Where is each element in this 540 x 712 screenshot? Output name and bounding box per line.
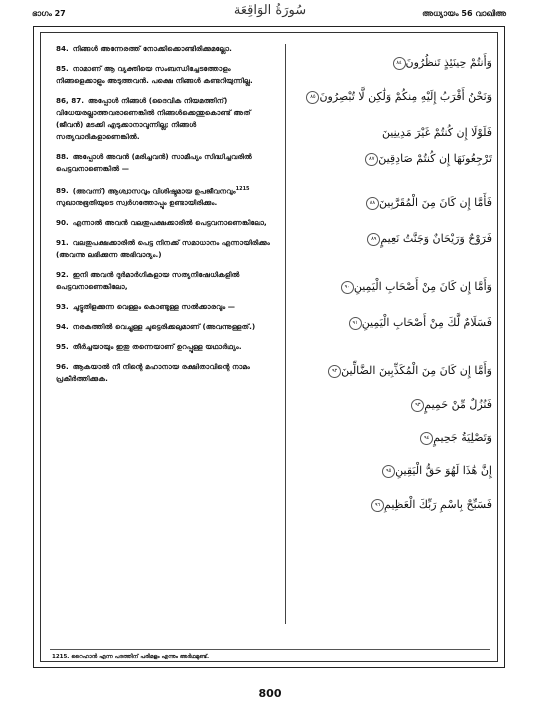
translation-column xyxy=(56,43,272,393)
arabic-verse: فَرَوْحٌ وَرَيْحَانٌ وَجَنَّتُ نَعِيمٍ٨٩ xyxy=(363,232,492,246)
verse-marker: ٩٤ xyxy=(420,432,433,445)
footnote-rule xyxy=(50,649,490,650)
verse-translation: 95. തീർച്ചയായും ഇതു തന്നെയാണ് ഉറപ്പുള്ള യഥാർഥ്യം. xyxy=(56,342,242,352)
arabic-verse: فَسَلَامٌ لَّكَ مِنْ أَصْحَابِ الْيَمِينِ٩١ xyxy=(345,316,492,330)
verse-translation: 84. നിങ്ങൾ അന്നേരത്ത് നോക്കിക്കൊണ്ടിരിക്കുമല്ലോ. xyxy=(56,44,232,53)
verse-marker: ٨٩ xyxy=(367,233,380,246)
arabic-verse: وَأَمَّا إِن كَانَ مِنْ أَصْحَابِ الْيَمِينِ٩٠ xyxy=(337,280,492,294)
chapter-label: അധ്യായം 56 വാഖിഅ xyxy=(422,9,506,18)
surah-title: سُورَةُ الوَاقِعَة xyxy=(233,3,307,18)
column-divider xyxy=(285,44,286,624)
verse-marker: ٨٥ xyxy=(306,91,319,104)
verse-marker: ٩٥ xyxy=(382,465,395,478)
verse-marker: ٩١ xyxy=(349,317,362,330)
arabic-verse: وَأَمَّا إِن كَانَ مِنَ الْمُكَذِّبِينَ الضَّالِّينَ٩٢ xyxy=(324,364,492,378)
arabic-verse: وَأَنتُمْ حِينَئِذٍ تَنظُرُونَ٨٤ xyxy=(389,56,492,70)
verse-translation: 92. ഇനി അവൻ ദുർമാർഗികളായ സത്യനിഷേധികളിൽ പെട്ടവനാണെങ്കിലോ, xyxy=(56,270,240,292)
footnote-ref: 1215 xyxy=(235,186,250,192)
arabic-verse: فَأَمَّا إِن كَانَ مِنَ الْمُقَرَّبِينَ٨٨ xyxy=(362,196,492,210)
arabic-verse: تَرْجِعُونَهَا إِن كُنتُمْ صَادِقِينَ٨٧ xyxy=(361,152,492,166)
verse-marker: ٩٠ xyxy=(341,281,354,294)
footnote: 1215. റൈഹാൻ എന്ന പദത്തിന് പരിമളം എന്നും അർഥമുണ്ട്. xyxy=(52,654,210,660)
verse-marker: ٨٧ xyxy=(365,153,378,166)
page-number: 800 xyxy=(258,687,282,700)
verse-translation: 96. ആകയാൽ നീ നിന്റെ മഹാനായ രക്ഷിതാവിന്റെ നാമം പ്രകീർത്തിക്കുക. xyxy=(56,362,250,384)
page-header xyxy=(0,0,540,26)
part-label: ഭാഗം 27 xyxy=(32,9,66,18)
verse-translation: 93. ചുട്ടുതിളക്കുന്ന വെള്ളം കൊണ്ടുള്ള സൽക്കാരവും — xyxy=(56,302,235,312)
verse-translation: 89. (അവന്ന്) ആശ്വാസവും വിശിഷ്ടമായ ഉപജീവനവും$^{1215}$ സുഖാനുഭൂതിയുടെ സ്വർഗത്തോപ്പും ഉണ്ടായിരിക്കും. xyxy=(56,186,250,208)
arabic-verse: فَسَبِّحْ بِاسْمِ رَبِّكَ الْعَظِيمِ٩٦ xyxy=(367,498,492,512)
verse-marker: ٩٦ xyxy=(371,499,384,512)
verse-translation: 85. നാമാണ് ആ വ്യക്തിയെ സംബന്ധിച്ചേടത്തോളം നിങ്ങളെക്കാളും അടുത്തവൻ. പക്ഷെ നിങ്ങൾ കണ്ടറിയുന്നില്ല. xyxy=(56,64,253,85)
arabic-verse: وَتَصْلِيَةُ جَحِيمٍ٩٤ xyxy=(416,431,492,445)
verse-translation: 90. എന്നാൽ അവൻ വലതുപക്ഷക്കാരിൽ പെട്ടവനാണെങ്കിലോ, xyxy=(56,218,267,228)
arabic-verse: فَلَوْلَا إِن كُنتُمْ غَيْرَ مَدِينِينَ xyxy=(381,126,492,139)
verse-translation: 94. നരകത്തിൽ വെച്ചുള്ള ചുട്ടെരിക്കലുമാണ് (അവന്നുള്ളത്.) xyxy=(56,322,256,332)
verse-marker: ٨٨ xyxy=(366,197,379,210)
verse-marker: ٨٤ xyxy=(393,57,406,70)
arabic-verse: وَنَحْنُ أَقْرَبُ إِلَيْهِ مِنكُمْ وَلَٰكِن لَّا تُبْصِرُونَ٨٥ xyxy=(302,90,492,104)
arabic-verse: فَنُزُلٌ مِّنْ حَمِيمٍ٩٣ xyxy=(407,398,492,412)
verse-translation: 86, 87. അപ്പോൾ നിങ്ങൾ (ദൈവിക നിയമത്തിന്) വിധേയരല്ലാത്തവരാണെങ്കിൽ നിങ്ങൾക്കെന്തുകൊണ്ട് അത് (ജീവൻ) മടക്കി എടുക്കാനാവുന്നില്ല; നിങ്ങൾ സത്യവാദികളാണെങ്കിൽ. xyxy=(56,96,251,141)
verse-marker: ٩٢ xyxy=(328,365,341,378)
verse-translation: 91. വലതുപക്ഷക്കാരിൽ പെട്ട നിനക്ക് സമാധാനം എന്നായിരിക്കും (അവന്നു ലഭിക്കുന്ന അഭിവാദ്യം.) xyxy=(56,238,270,260)
verse-marker: ٩٣ xyxy=(411,399,424,412)
verse-translation: 88. അപ്പോൾ അവൻ (മരിച്ചവൻ) സാമീപ്യം സിദ്ധിച്ചവരിൽ പെട്ടവനാണെങ്കിൽ — xyxy=(56,152,252,173)
arabic-verse: إِنَّ هَٰذَا لَهُوَ حَقُّ الْيَقِينِ٩٥ xyxy=(378,464,492,478)
